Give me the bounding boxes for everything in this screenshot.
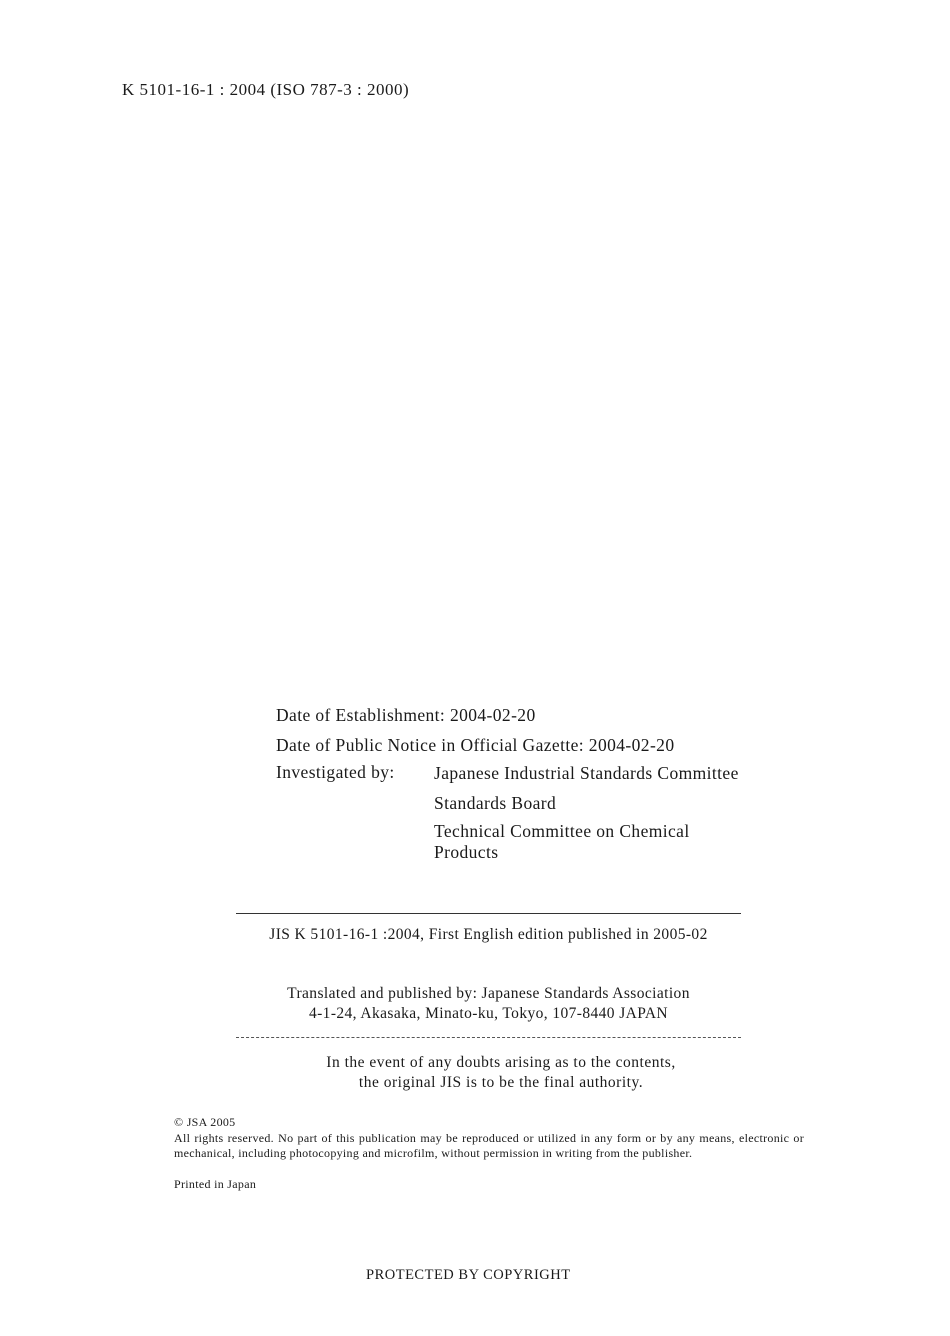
standard-code-header: K 5101-16-1 : 2004 (ISO 787-3 : 2000) <box>122 80 410 99</box>
authority-line-1: In the event of any doubts arising as to the contents, <box>326 1054 676 1071</box>
date-of-establishment: Date of Establishment: 2004-02-20 <box>276 705 536 725</box>
establishment-info <box>276 703 754 871</box>
printed-in: Printed in Japan <box>174 1176 257 1191</box>
authority-statement <box>236 1053 766 1093</box>
edition-info: JIS K 5101-16-1 :2004, First English edition published in 2005-02 <box>269 926 708 943</box>
investigator-technical-committee: Technical Committee on Chemical Products <box>434 821 690 862</box>
publisher-name: Translated and published by: Japanese Standards Association <box>287 985 690 1002</box>
divider-bottom <box>236 1037 741 1038</box>
investigator-list <box>434 762 754 871</box>
investigator-board: Standards Board <box>434 792 557 813</box>
publisher-info <box>236 984 741 1024</box>
investigated-by-label: Investigated by: <box>276 762 395 782</box>
copyright-block <box>174 1115 804 1192</box>
publisher-address: 4-1-24, Akasaka, Minato-ku, Tokyo, 107-8440 JAPAN <box>308 1005 669 1022</box>
protected-by-copyright: PROTECTED BY COPYRIGHT <box>366 1267 571 1283</box>
divider-top <box>236 913 741 914</box>
date-of-public-notice: Date of Public Notice in Official Gazette: 2004-02-20 <box>276 734 675 755</box>
investigated-by <box>276 762 754 871</box>
copyright-notice: © JSA 2005 <box>174 1115 236 1129</box>
authority-line-2: the original JIS is to be the final authority. <box>358 1074 644 1091</box>
rights-reserved-text: All rights reserved. No part of this publication may be reproduced or utilized in any form or by any means, electronic or mechanical, including photocopying and microfilm, without permission in writing from the publisher. <box>174 1130 804 1160</box>
investigator-committee: Japanese Industrial Standards Committee <box>434 763 739 783</box>
